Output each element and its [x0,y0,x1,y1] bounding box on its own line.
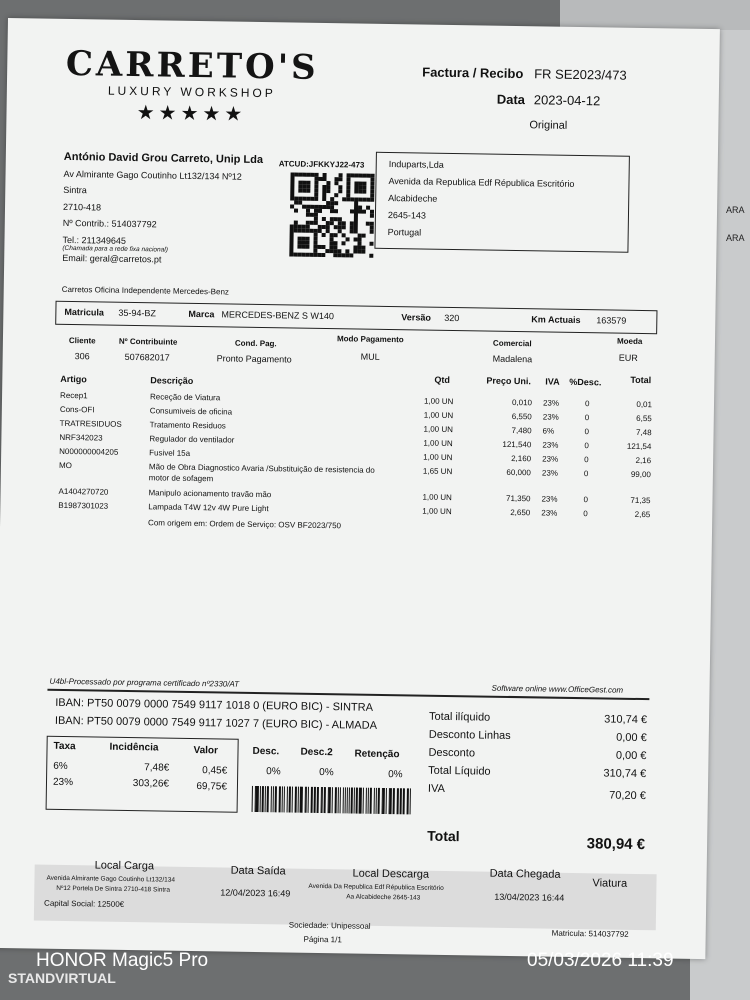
meta-moeda: EUR [618,352,638,363]
company-type: Sociedade: Unipessoal [288,920,371,931]
unloading-place-line: Avenida Da Republica Edf Républica Escritório [308,882,444,892]
vehicle-info-box [55,301,657,334]
line-discount-label: Desconto Linhas [428,728,511,742]
tax-header-value: Valor [193,745,219,757]
item-vat: 23% [541,508,558,518]
background-text: ARA [726,205,745,215]
item-unit-price: 2,160 [511,453,532,464]
departure-date-label: Data Saída [230,864,286,878]
company-tel: Tel.: 211349645 [62,234,126,246]
item-qty: 1,00 UN [423,396,454,407]
item-description: Regulador do ventilador [149,434,235,445]
customer-line: Alcabideche [388,192,438,204]
loading-place-label: Local Carga [94,859,155,873]
page-number: Página 1/1 [303,934,342,945]
item-qty: 1,00 UN [423,424,454,435]
iban-sintra: IBAN: PT50 0079 0000 7549 9117 1018 0 (EURO BIC) - SINTRA [55,696,374,714]
item-total: 7,48 [635,427,652,438]
item-description: Lampada T4W 12v 4W Pure Light [148,502,269,514]
atcud-code: ATCUD:JFKKYJ22-473 [278,159,365,170]
line-discount-value: 0,00 € [616,731,647,745]
workshop-note: Carretos Oficina Independente Mercedes-Benz [61,284,229,297]
item-vat: 23% [541,494,558,504]
qr-code [289,172,374,255]
software-note: Software online www.OfficeGest.com [491,683,624,695]
item-description: Tratamento Residuos [149,420,226,431]
item-discount: 0 [583,509,588,519]
company-city: Sintra [63,184,87,196]
arrival-date-label: Data Chegada [489,867,561,881]
item-total: 121,54 [626,441,652,452]
plate-value: 35-94-BZ [118,307,156,319]
total-gross-value: 310,74 € [604,713,648,727]
vat-label: IVA [427,782,445,795]
unloading-place-label: Local Descarga [352,867,430,881]
item-total: 0,01 [636,399,653,410]
customer-line: Induparts,Lda [388,158,444,170]
document-number: FR SE2023/473 [534,66,627,83]
share-capital: Capital Social: 12500€ [44,898,125,909]
item-vat: 23% [542,412,559,422]
logo-stars: ★★★★★ [136,102,247,126]
withholding-header: Retenção [354,748,400,761]
meta-header-cond: Cond. Pag. [234,338,277,349]
item-total: 71,35 [630,495,651,506]
tax-summary-table [46,736,239,813]
item-unit-price: 2,650 [510,507,531,518]
item-code: TRATRESIDUOS [59,418,122,429]
tax-header-base: Incidência [109,741,159,754]
item-total: 99,00 [630,469,651,480]
grand-total-label: Total [427,827,460,845]
timestamp-watermark: 05/03/2026 11:39 [527,950,674,971]
item-vat: 23% [542,454,559,464]
company-name: António David Grou Carreto, Unip Lda [63,150,264,167]
customer-line: Avenida da Republica Edf Républica Escritório [388,175,575,189]
item-code: NRF342023 [59,432,103,443]
meta-contrib: 507682017 [124,351,170,363]
background-text: ARA [726,233,745,243]
certification-note: U4bl-Processado por programa certificado nº2330/AT [49,676,240,689]
tax-header-rate: Taxa [53,740,76,753]
company-logo [46,43,337,129]
iban-almada: IBAN: PT50 0079 0000 7549 9117 1027 7 (EURO BIC) - ALMADA [54,714,378,732]
items-header-qtd: Qtd [434,374,450,385]
unloading-place-line: Aa Alcabideche 2645-143 [346,893,421,902]
site-watermark: STANDVIRTUAL [8,970,116,986]
company-address: Av Almirante Gago Coutinho Lt132/134 Nº12 [63,168,242,182]
discount-total-value: 0,00 € [615,749,647,763]
footer-matricula: Matricula: 514037792 [551,928,629,939]
customer-line: Portugal [387,226,422,238]
item-discount: 0 [583,495,589,505]
discount-value: 0% [266,766,281,778]
item-description: Mão de Obra Diagnostico Avaria /Substituição de resistencia do [148,462,375,475]
item-unit-price: 71,350 [505,493,531,504]
withholding-value: 0% [388,769,403,781]
item-vat: 23% [542,398,560,408]
version-label: Versão [401,312,431,323]
vat-value: 70,20 € [609,789,646,803]
item-unit-price: 60,000 [506,467,531,478]
barcode [252,786,412,815]
item-discount: 0 [584,441,589,451]
total-gross-label: Total ilíquido [428,710,491,724]
meta-modo: MUL [360,351,380,362]
item-qty: 1,00 UN [422,506,452,517]
item-vat: 23% [542,440,559,450]
arrival-date: 13/04/2023 16:44 [494,891,565,903]
meta-cond: Pronto Pagamento [216,353,292,365]
item-vat: 23% [541,468,559,478]
item-qty: 1,00 UN [423,438,453,449]
km-label: Km Actuais [531,314,581,326]
tax-base: 7,48€ [144,762,170,774]
discount2-value: 0% [319,766,334,779]
loading-place-line: Avenida Almirante Gago Coutinho Lt132/134 [46,874,176,884]
date-label: Data [496,91,526,108]
km-value: 163579 [596,315,627,326]
item-description: Receção de Viatura [149,392,221,403]
meta-header-moeda: Moeda [616,336,643,347]
loading-place-line: Nº12 Portela De Sintra 2710-418 Sintra [56,884,171,894]
grand-total-value: 380,94 € [586,835,646,854]
item-code: N000000004205 [59,446,119,457]
background-paper-edge [560,0,750,30]
item-total: 2,16 [635,455,652,466]
tax-value: 69,75€ [196,781,228,793]
brand-value: MERCEDES-BENZ S W140 [221,309,334,322]
company-contrib: Nº Contrib.: 514037792 [62,217,157,230]
items-header-preco: Preço Uni. [486,375,531,387]
item-qty: 1,00 UN [423,410,454,421]
item-qty: 1,65 UN [422,466,453,477]
item-qty: 1,00 UN [423,452,453,463]
meta-header-comercial: Comercial [492,338,532,349]
company-email: Email: geral@carretos.pt [62,252,162,265]
item-description: Manipulo acionamento travão mão [148,488,272,500]
item-total: 2,65 [634,509,651,520]
logo-tagline: LUXURY WORKSHOP [107,83,276,101]
item-code: Cons-OFI [59,404,95,415]
meta-header-cliente: Cliente [68,335,96,346]
item-description: Fusivel 15a [149,448,191,458]
camera-watermark: HONOR Magic5 Pro [36,950,209,971]
copy-label: Original [529,119,568,132]
origin-note: Com origem em: Ordem de Serviço: OSV BF2023/750 [148,518,342,531]
item-code: B1987301023 [58,500,109,511]
item-vat: 6% [542,426,555,436]
total-net-label: Total Líquido [428,764,491,778]
item-description-continued: motor de sofagem [148,473,214,484]
invoice-document [0,18,720,959]
item-unit-price: 121,540 [502,439,532,450]
item-discount: 0 [584,413,590,423]
customer-line: 2645-143 [387,209,427,221]
item-code: MO [58,460,72,471]
item-unit-price: 6,550 [511,411,532,422]
company-postal: 2710-418 [62,201,102,213]
discount-header: Desc. [252,745,280,758]
meta-header-modo: Modo Pagamento [336,334,404,345]
total-net-value: 310,74 € [603,767,647,781]
item-unit-price: 0,010 [511,397,533,408]
items-header-artigo: Artigo [60,373,87,385]
item-code: A1404270720 [58,486,109,497]
item-code: Recep1 [60,390,88,401]
tax-base: 303,26€ [132,778,170,790]
item-discount: 0 [584,455,589,465]
meta-comercial: Madalena [492,353,533,365]
discount-label: Desconto [428,746,476,760]
brand-label: Marca [188,308,215,320]
items-header-descricao: Descrição [150,375,194,386]
plate-label: Matricula [64,306,104,318]
departure-date: 12/04/2023 16:49 [220,887,291,899]
company-tel-note: (Chamada para a rede fixa nacional) [62,244,168,254]
item-discount: 0 [584,399,590,409]
tax-value: 0,45€ [202,765,228,777]
item-description: Consumiveis de oficina [149,406,233,417]
item-total: 6,55 [636,413,652,424]
items-header-total: Total [630,374,652,386]
version-value: 320 [444,312,460,324]
item-discount: 0 [584,427,590,437]
item-qty: 1,00 UN [422,492,452,503]
items-header-iva: IVA [545,376,560,387]
discount2-header: Desc.2 [300,746,333,759]
tax-rate: 6% [53,760,68,773]
vehicle-label: Viatura [592,877,628,890]
tax-rate: 23% [52,776,74,789]
items-header-desc: %Desc. [569,376,602,388]
meta-cliente: 306 [74,351,90,362]
item-discount: 0 [583,469,589,479]
customer-address-box [374,152,629,253]
item-unit-price: 7,480 [511,425,532,436]
document-title: Factura / Recibo [422,64,524,82]
document-date: 2023-04-12 [533,92,601,109]
meta-header-contrib: Nº Contribuinte [118,336,178,347]
logo-wordmark: CARRETO'S [65,43,319,88]
